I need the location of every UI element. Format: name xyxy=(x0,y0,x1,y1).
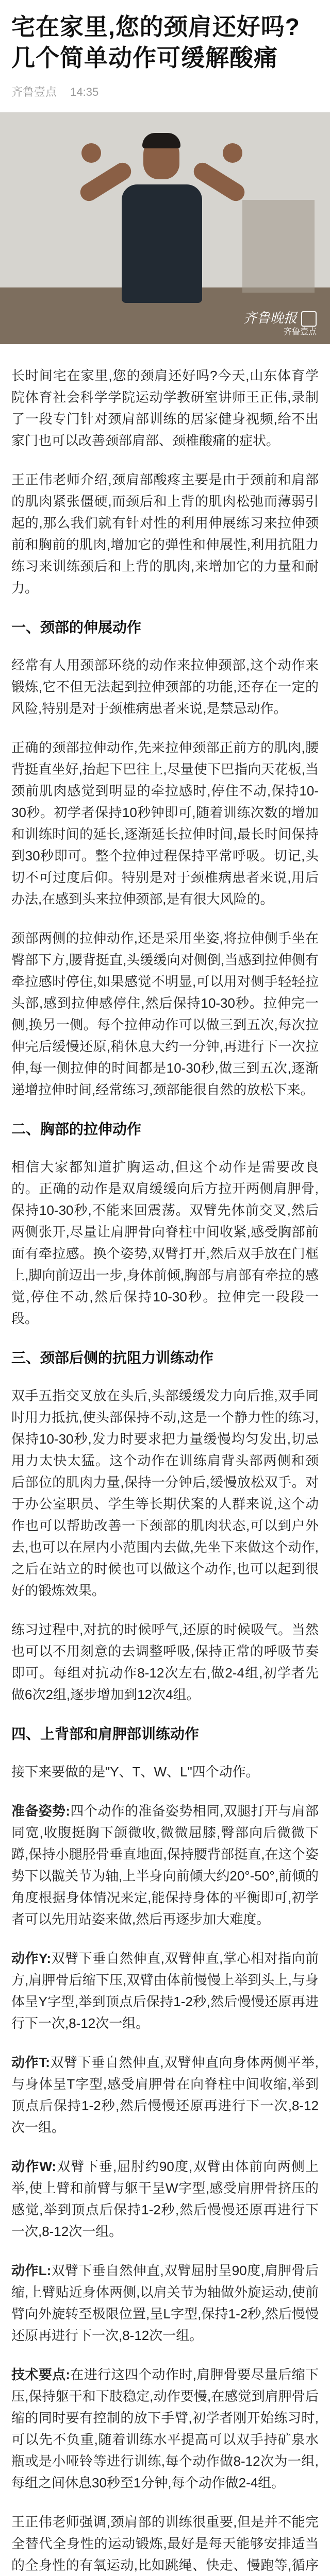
paragraph-ytwl-intro: 接下来要做的是"Y、T、W、L"四个动作。 xyxy=(11,1764,259,1780)
paragraph-action-y xyxy=(11,1947,319,2034)
paragraph-action-l xyxy=(11,2260,319,2346)
video-person-hair xyxy=(142,133,180,148)
text-action-l: 双臂下垂自然伸直,双臂屈肘呈90度,肩胛骨后缩,上臂贴近身体两侧,以肩关节为轴做外旋运动,使前臂向外旋转至极限位置,呈L字型,保持1-2秒,然后慢慢还原再进行下一次,8-12次一组。 xyxy=(11,2263,319,2343)
text-action-t: 双臂下垂自然伸直,双臂伸直向身体两侧平举,与身体呈T字型,感受肩胛骨在向脊柱中间收缩,举到顶点后保持1-2秒,然后慢慢还原再进行下一次,8-12次一组。 xyxy=(11,2055,319,2135)
video-person-torso xyxy=(122,184,202,303)
label-action-y: 动作Y: xyxy=(11,1951,52,1966)
label-prep: 准备姿势: xyxy=(11,1803,71,1819)
section-heading-upper-back: 四、上背部和肩胛部训练动作 xyxy=(11,1726,200,1742)
paragraph-breathing: 练习过程中,对抗的时候呼气,还原的时候吸气。当然也可以不用刻意的去调整呼吸,保持正常的呼吸节奏即可。每组对抗动作8-12次左右,做2-4组,初学者先做6次2组,逐步增加到12次4组。 xyxy=(11,1622,319,1702)
paragraph-chest: 相信大家都知道扩胸运动,但这个动作是需要改良的。正确的动作是双肩缓缓向后方拉开两侧肩胛骨,保持10-30秒,不能来回震荡。双臂先体前交叉,然后两侧张开,尽量让肩胛骨向脊柱中间收紧,感受胸部前面有牵拉感。换个姿势,双臂打开,然后双手放在门框上,脚向前迈出一步,身体前倾,胸部与肩部有牵拉的感觉,停住不动,然后保持10-30秒。拉伸完一段段一段。 xyxy=(11,1159,319,1326)
label-action-t: 动作T: xyxy=(11,2055,50,2070)
watermark-badge-icon xyxy=(301,311,317,327)
article-time: 14:35 xyxy=(70,86,99,98)
article-body xyxy=(0,344,330,2576)
text-prep: 四个动作的准备姿势相同,双腿打开与肩部同宽,收腹挺胸下颌微收,微微屈膝,臀部向后微微下蹲,保持小腿胫骨垂直地面,保持腰背部挺直,在这个姿势下以髋关节为轴,上半身向前倾大约20°-50°,前倾的角度根据身体情况来定,能保持身体的平衡即可,初学者可以先用站姿来做,然后再逐步加大难度。 xyxy=(11,1803,319,1927)
paragraph-cause: 王正伟老师介绍,颈肩部酸疼主要是由于颈前和肩部的肌肉紧张僵硬,而颈后和上背的肌肉松弛而薄弱引起的,那么我们就有针对性的利用伸展练习来拉伸颈前和胸前的肌肉,增加它的弹性和伸展性,利用抗阻力练习来训练颈后和上背的肌肉,来增加它的力量和耐力。 xyxy=(11,472,319,596)
video-watermark-sub: 齐鲁壹点 xyxy=(283,328,317,336)
paragraph-action-w xyxy=(11,2156,319,2242)
text-action-w: 双臂下垂,屈肘约90度,双臂由体前向两侧上举,使上臂和前臂与躯干呈W字型,感受肩胛骨挤压的感觉,举到顶点后保持1-2秒,然后慢慢还原再进行下一次,8-12次一组。 xyxy=(11,2159,319,2239)
label-action-w: 动作W: xyxy=(11,2159,57,2174)
article-title: 宅在家里,您的颈肩还好吗?几个简单动作可缓解酸痛 xyxy=(11,13,300,71)
paragraph-tips xyxy=(11,2364,319,2494)
paragraph-neck-front: 正确的颈部拉伸动作,先来拉伸颈部正前方的肌肉,腰背挺直坐好,抬起下巴往上,尽量使下巴指向天花板,当颈前肌肉感觉到明显的牵拉感时,停住不动,保持10-30秒。初学者保持10秒钟即可,随着训练次数的增加和训练时间的延长,逐渐延长拉伸时间,最长时间保持到30秒即可。整个拉伸过程保持平常呼吸。切记,头切不可过度后仰。特别是对于颈椎病患者来说,用后办法,在感到头来拉伸颈部,是有很大风险的。 xyxy=(11,740,319,907)
paragraph-neck-side: 颈部两侧的拉伸动作,还是采用坐姿,将拉伸侧手坐在臀部下方,腰背挺直,头缓缓向对侧倒,当感到拉伸侧有牵拉感时停住,如果感觉不明显,可以用对侧手轻轻拉头部,感到拉伸感停住,然后保持10-30秒。拉伸完一侧,换另一侧。每个拉伸动作可以做三到五次,每次拉伸完后缓慢还原,稍休息大约一分钟,再进行下一次拉伸,每一侧拉伸的时间都是10-30秒,做三到五次,逐渐递增拉伸时间,经常练习,颈部能很自然的放松下来。 xyxy=(11,930,319,1097)
section-heading-chest-stretch: 二、胸部的拉伸动作 xyxy=(11,1121,142,1137)
text-action-y: 双臂下垂自然伸直,双臂伸直,掌心相对指向前方,肩胛骨后缩下压,双臂由体前慢慢上举到头上,与身体呈Y字型,举到顶点后保持1-2秒,然后慢慢还原再进行下一次,8-12次一组。 xyxy=(11,1951,319,2031)
paragraph-neck-resistance: 双手五指交叉放在头后,头部缓缓发力向后推,双手同时用力抵抗,使头部保持不动,这是一个静力性的练习,保持10-30秒,发力时要求把力量缓慢均匀发出,切忌用力太快太猛。这个动作在训练肩背头部两侧和颈后部位的肌肉力量,保持一分钟后,缓慢放松双手。对于办公室职员、学生等长期伏案的人群来说,这个动作也可以帮助改善一下颈部的肌肉状态,可以到户外去,也可以在屋内小范围内去做,先坐下来做这个动作,之后在站立的时候也可以做这个动作,也可以起到很好的锻炼效果。 xyxy=(11,1388,319,1598)
video-person-left-hand xyxy=(81,143,101,163)
article-meta xyxy=(0,73,330,99)
paragraph-neck-warning: 经常有人用颈部环绕的动作来拉伸颈部,这个动作来锻炼,它不但无法起到拉伸颈部的功能,还存在一定的风险,特别是对于颈椎病患者来说,是禁忌动作。 xyxy=(11,657,319,716)
paragraph-conclusion: 王正伟老师强调,颈肩部的训练很重要,但是并不能完全替代全身性的运动锻炼,最好是每天能够安排适当的全身性的有氧运动,比如跳绳、快走、慢跑等,循序 xyxy=(11,2514,319,2573)
video-background-shelf xyxy=(242,200,315,293)
paragraph-intro: 长时间宅在家里,您的颈肩还好吗?今天,山东体育学院体育社会科学学院运动学教研室讲师王正伟,录制了一段专门针对颈肩部训练的居家健身视频,给不出家门也可以改善颈部肩部、颈椎酸痛的症状。 xyxy=(11,368,319,448)
section-heading-neck-stretch: 一、颈部的伸展动作 xyxy=(11,619,142,635)
article-source[interactable]: 齐鲁壹点 xyxy=(11,86,57,98)
video-watermark-logo: 齐鲁晚报 xyxy=(243,308,317,327)
text-tips: 在进行这四个动作时,肩胛骨要尽量后缩下压,保持躯干和下肢稳定,动作要慢,在感觉到肩胛骨后缩的同时要有控制的放下手臂,初学者刚开始练习时,可以先不负重,随着训练水平提高可以双手持矿泉水瓶或是小哑铃等进行训练,每个动作做8-12次为一组,每组之间休息30秒至1分钟,每个动作做2-4组。 xyxy=(11,2367,319,2490)
video-player[interactable] xyxy=(0,112,330,344)
section-heading-neck-resistance: 三、颈部后侧的抗阻力训练动作 xyxy=(11,1350,214,1366)
video-person-right-hand xyxy=(223,143,242,163)
label-tips: 技术要点: xyxy=(11,2367,71,2382)
paragraph-prep-posture xyxy=(11,1800,319,1930)
label-action-l: 动作L: xyxy=(11,2263,52,2278)
paragraph-action-t xyxy=(11,2052,319,2138)
